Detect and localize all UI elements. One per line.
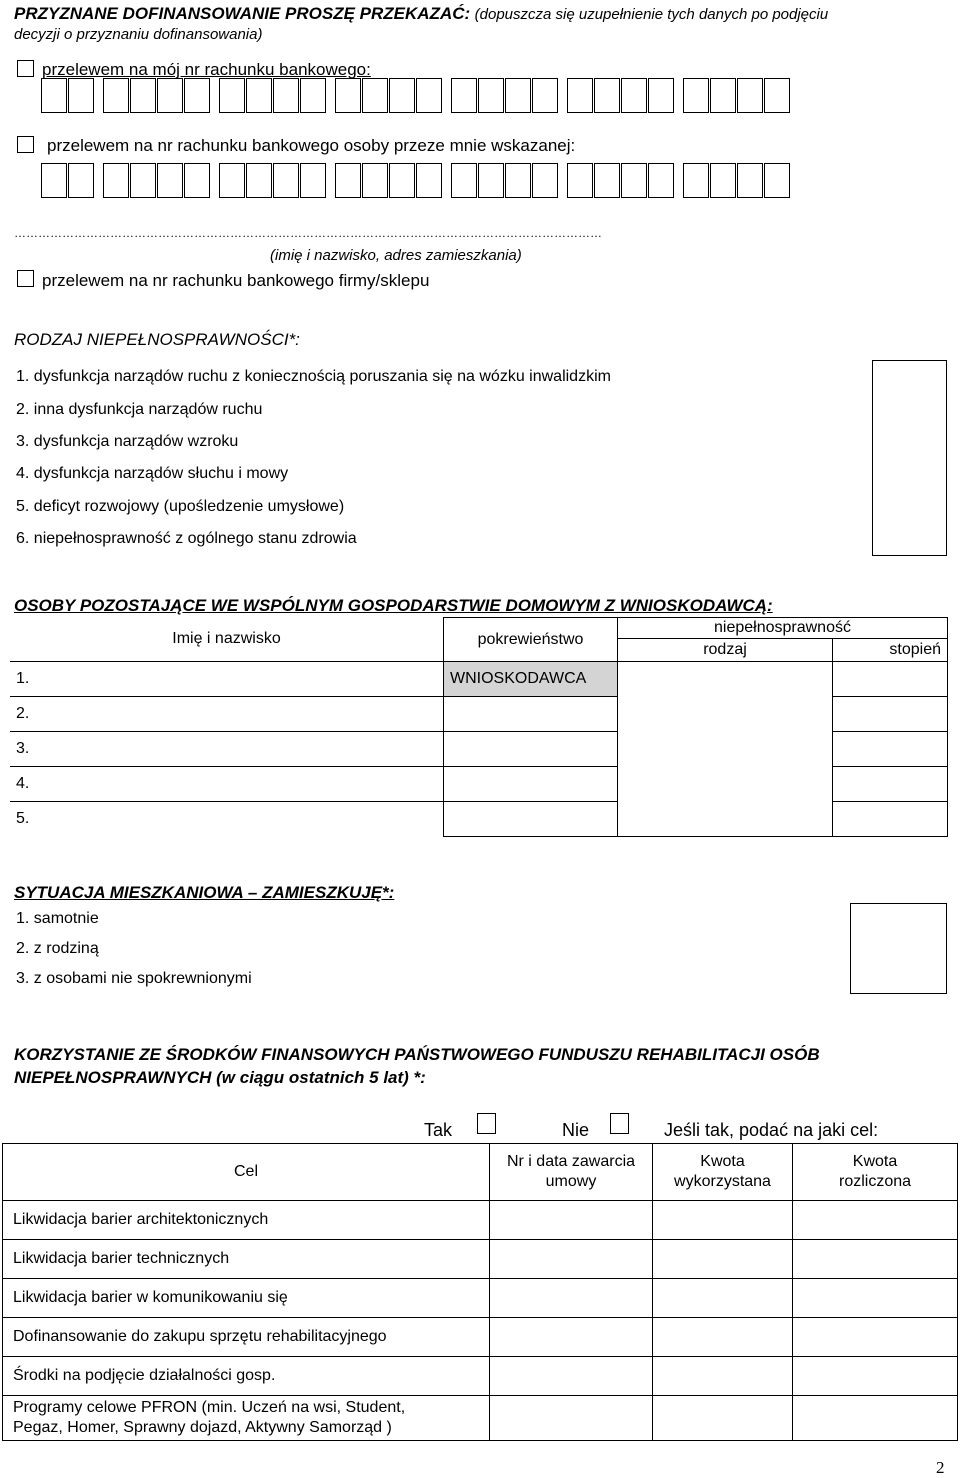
- pfron-yes-label: Tak: [424, 1120, 453, 1140]
- own-account-checkbox[interactable]: [17, 60, 34, 77]
- pfron-programs-line2: Pegaz, Homer, Sprawny dojazd, Aktywny Samorząd ): [13, 1419, 392, 1436]
- disability-item: 1. dysfunkcja narządów ruchu z koniecznością poruszania się na wózku inwalidzkim: [16, 368, 611, 385]
- disability-item: 4. dysfunkcja narządów słuchu i mowy: [16, 465, 289, 482]
- person-dotted-line[interactable]: …………………………………………………………………………………………………………………………………: [14, 226, 602, 240]
- household-row-number: 3.: [10, 732, 444, 767]
- pfron-cell[interactable]: [490, 1396, 653, 1441]
- own-account-label: przelewem na mój nr rachunku bankowego:: [42, 60, 371, 79]
- pfron-cell[interactable]: [653, 1318, 793, 1357]
- housing-answer-cell[interactable]: [851, 904, 947, 994]
- disability-title: RODZAJ NIEPEŁNOSPRAWNOŚCI*:: [14, 330, 300, 349]
- pfron-yes-checkbox[interactable]: [477, 1113, 496, 1134]
- pfron-title: [14, 1043, 954, 1089]
- household-degree-cell[interactable]: [833, 662, 948, 697]
- pfron-cell[interactable]: [793, 1240, 958, 1279]
- disability-item: 3. dysfunkcja narządów wzroku: [16, 432, 239, 450]
- pfron-cell[interactable]: [653, 1279, 793, 1318]
- housing-item: 1. samotnie: [16, 909, 99, 927]
- payment-note: (dopuszcza się uzupełnienie tych danych po podjęciu: [474, 6, 829, 23]
- household-title: OSOBY POZOSTAJĄCE WE WSPÓLNYM GOSPODARSTWIE DOMOWYM Z WNIOSKODAWCĄ:: [14, 596, 773, 615]
- household-row-number: 2.: [10, 697, 444, 732]
- header: [14, 4, 954, 45]
- housing-item: 3. z osobami nie spokrewnionymi: [16, 969, 252, 987]
- pfron-col-settled: [793, 1144, 958, 1201]
- pfron-if-yes-label: Jeśli tak, podać na jaki cel:: [664, 1120, 879, 1140]
- own-account-digits[interactable]: [41, 78, 799, 113]
- pfron-col-contract-line1: Nr i data zawarcia: [506, 1153, 636, 1170]
- pfron-cell[interactable]: [653, 1240, 793, 1279]
- pfron-no-label: Nie: [562, 1120, 590, 1140]
- pfron-col-used: [653, 1144, 793, 1201]
- pfron-title-line1: KORZYSTANIE ZE ŚRODKÓW FINANSOWYCH PAŃSTWOWEGO FUNDUSZU REHABILITACJI OSÓB: [14, 1045, 820, 1064]
- housing-title: SYTUACJA MIESZKANIOWA – ZAMIESZKUJĘ*:: [14, 883, 395, 902]
- pfron-programs-line1: Programy celowe PFRON (min. Uczeń na wsi, Student,: [13, 1399, 406, 1416]
- pfron-col-used-line2: wykorzystana: [674, 1173, 771, 1190]
- pfron-row-goal: Likwidacja barier architektonicznych: [3, 1201, 490, 1240]
- household-row-number: 1.: [10, 662, 444, 697]
- household-col-disability: niepełnosprawność: [618, 618, 948, 639]
- disability-item: 5. deficyt rozwojowy (upośledzenie umysłowe): [16, 497, 345, 515]
- household-col-type: rodzaj: [618, 639, 833, 662]
- pfron-no-checkbox[interactable]: [610, 1113, 629, 1134]
- household-degree-cell[interactable]: [833, 767, 948, 802]
- disability-answer-cell[interactable]: [873, 361, 947, 556]
- indicated-person-label: przelewem na nr rachunku bankowego osoby przeze mnie wskazanej:: [47, 136, 576, 155]
- pfron-col-contract-line2: umowy: [545, 1173, 597, 1190]
- company-account-label: przelewem na nr rachunku bankowego firmy/sklepu: [42, 271, 430, 290]
- pfron-cell[interactable]: [653, 1201, 793, 1240]
- page-number: 2: [936, 1458, 945, 1477]
- pfron-row-goal-programs: [3, 1396, 490, 1441]
- indicated-person-digits[interactable]: [41, 163, 799, 198]
- person-hint: (imię i nazwisko, adres zamieszkania): [270, 247, 522, 264]
- disability-item: 2. inna dysfunkcja narządów ruchu: [16, 400, 263, 418]
- housing-table: [10, 903, 947, 994]
- household-type-cell[interactable]: [618, 662, 833, 837]
- company-account-checkbox[interactable]: [17, 270, 34, 287]
- pfron-title-line2: NIEPEŁNOSPRAWNYCH (w ciągu ostatnich 5 lat) *:: [14, 1068, 426, 1087]
- disability-table: [10, 360, 947, 556]
- pfron-row-goal: Likwidacja barier w komunikowaniu się: [3, 1279, 490, 1318]
- household-row-number: 4.: [10, 767, 444, 802]
- pfron-cell[interactable]: [490, 1357, 653, 1396]
- pfron-cell[interactable]: [490, 1279, 653, 1318]
- payment-note-2: decyzji o przyznaniu dofinansowania): [14, 26, 263, 43]
- household-row-number: 5.: [10, 802, 444, 837]
- household-degree-cell[interactable]: [833, 697, 948, 732]
- pfron-cell[interactable]: [793, 1201, 958, 1240]
- pfron-cell[interactable]: [793, 1279, 958, 1318]
- pfron-row-goal: Likwidacja barier technicznych: [3, 1240, 490, 1279]
- pfron-col-used-line1: Kwota: [700, 1153, 745, 1170]
- pfron-cell[interactable]: [793, 1318, 958, 1357]
- pfron-cell[interactable]: [653, 1396, 793, 1441]
- disability-item: 6. niepełnosprawność z ogólnego stanu zdrowia: [16, 530, 357, 547]
- payment-title: PRZYZNANE DOFINANSOWANIE PROSZĘ PRZEKAZAĆ:: [14, 4, 471, 23]
- housing-item: 2. z rodziną: [16, 939, 99, 957]
- household-relation-applicant: WNIOSKODAWCA: [444, 662, 618, 697]
- pfron-row-goal: Środki na podjęcie działalności gosp.: [3, 1357, 490, 1396]
- pfron-cell[interactable]: [653, 1357, 793, 1396]
- household-col-degree: stopień: [833, 639, 948, 662]
- pfron-col-settled-line1: Kwota: [852, 1153, 898, 1170]
- pfron-table: [2, 1143, 958, 1441]
- pfron-col-settled-line2: rozliczona: [838, 1173, 912, 1190]
- pfron-cell[interactable]: [490, 1201, 653, 1240]
- household-relation-cell[interactable]: [444, 697, 618, 732]
- indicated-person-checkbox[interactable]: [17, 136, 34, 153]
- household-relation-cell[interactable]: [444, 802, 618, 837]
- pfron-cell[interactable]: [793, 1357, 958, 1396]
- pfron-col-contract: [490, 1144, 653, 1201]
- pfron-cell[interactable]: [793, 1396, 958, 1441]
- pfron-row-goal: Dofinansowanie do zakupu sprzętu rehabilitacyjnego: [3, 1318, 490, 1357]
- pfron-col-goal: Cel: [3, 1144, 490, 1201]
- household-degree-cell[interactable]: [833, 732, 948, 767]
- household-table: [10, 617, 948, 837]
- pfron-cell[interactable]: [490, 1318, 653, 1357]
- household-degree-cell[interactable]: [833, 802, 948, 837]
- household-col-relation: pokrewieństwo: [444, 618, 618, 662]
- household-relation-cell[interactable]: [444, 767, 618, 802]
- household-relation-cell[interactable]: [444, 732, 618, 767]
- pfron-cell[interactable]: [490, 1240, 653, 1279]
- household-col-name: Imię i nazwisko: [10, 618, 444, 662]
